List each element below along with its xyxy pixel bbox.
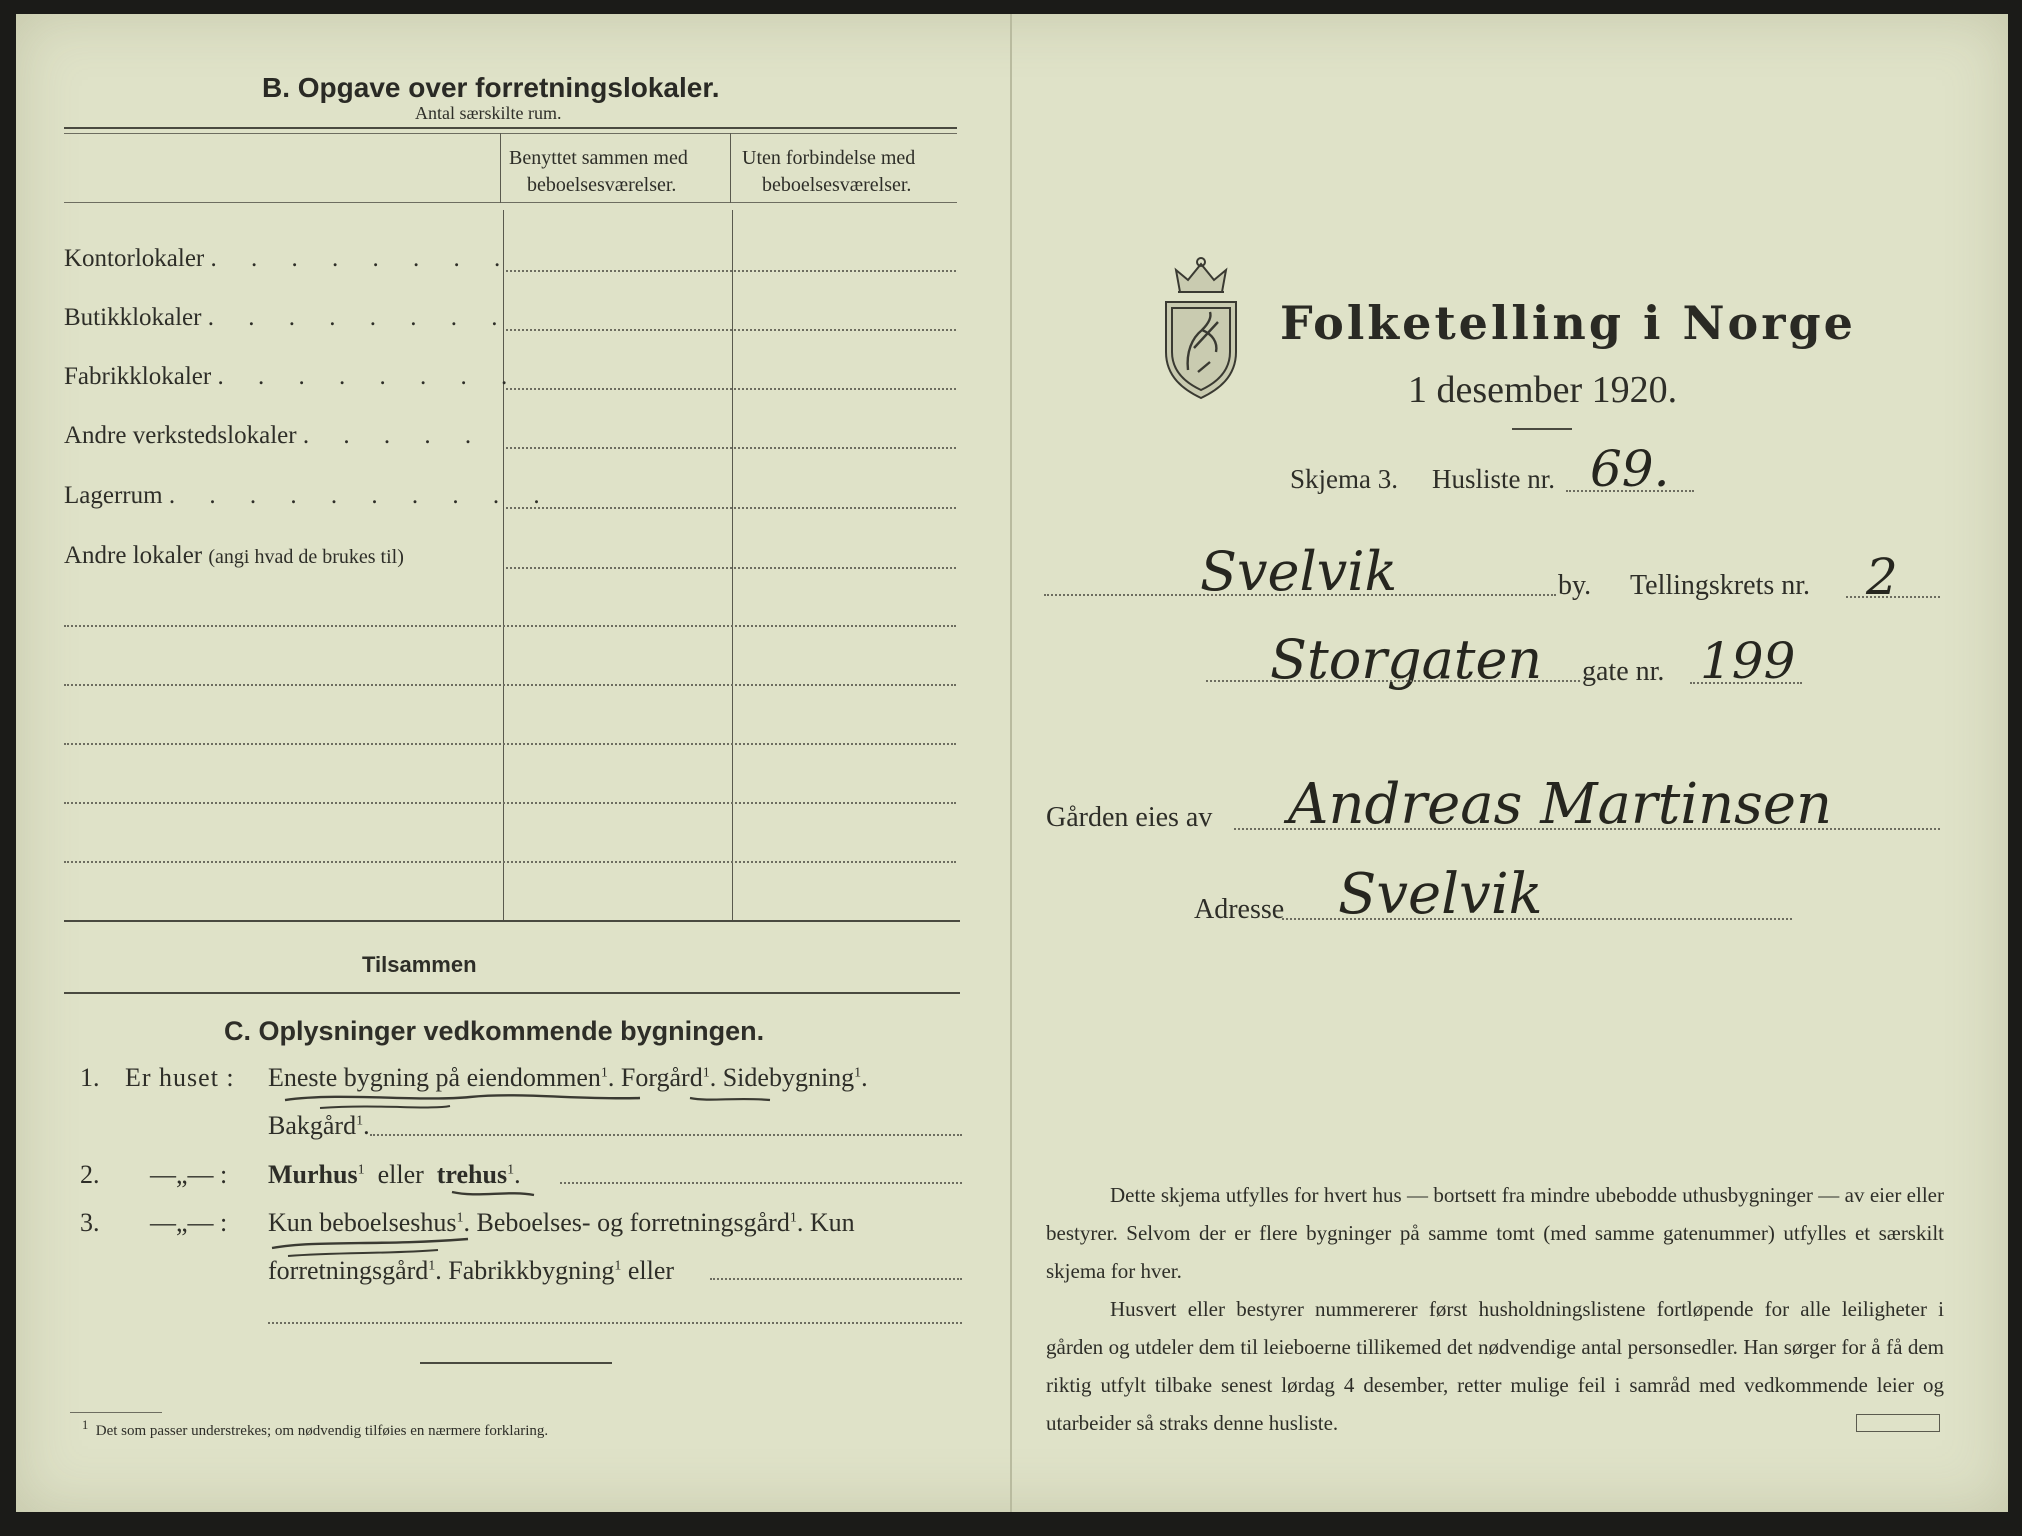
q2-handwritten-underline <box>448 1186 538 1202</box>
q3-option-kun-beboelseshus[interactable]: Kun beboelseshus <box>268 1208 457 1237</box>
col-divider-2 <box>732 210 733 920</box>
city-line <box>1044 594 1556 596</box>
krets-label: Tellingskrets nr. <box>1630 570 1811 601</box>
q2-number: 2. <box>80 1160 100 1189</box>
q2-option-murhus[interactable]: Murhus <box>268 1160 358 1189</box>
answer-line-extra-4 <box>64 802 956 804</box>
q1-options: Eneste bygning på eiendommen$^1$. Forgård$^1$. Sidebygning$^1$. <box>268 1063 868 1092</box>
q1-option-bakgard[interactable]: Bakgård$^1$. <box>268 1111 370 1140</box>
census-title: Folketelling i Norge <box>1280 296 1856 350</box>
gate-line <box>1690 682 1802 684</box>
page-fold <box>1010 14 1012 1512</box>
q2-answer-line <box>560 1182 962 1184</box>
row-andre-verkstedslokaler: Andre verkstedslokaler . . . . . <box>64 422 486 449</box>
q3-options-line1: Kun beboelseshus$^1$. Beboelses- og forretningsgård$^1$. Kun <box>268 1208 855 1237</box>
husliste-value[interactable]: 69. <box>1590 440 1670 498</box>
q2-prefix: —„— : <box>150 1160 228 1189</box>
total-label: Tilsammen <box>362 952 477 977</box>
owner-label: Gården eies av <box>1046 802 1213 833</box>
q2-options: Murhus$^1$ eller trehus$^1$. <box>268 1160 521 1189</box>
row-fabrikklokaler: Fabrikklokaler . . . . . . . . <box>64 363 522 390</box>
col2-header-line1: Uten forbindelse med <box>742 147 916 169</box>
printer-stamp <box>1856 1414 1940 1432</box>
gate-label: gate nr. <box>1582 656 1665 687</box>
city-suffix: by. <box>1558 570 1592 601</box>
instructions-paragraph-1: Dette skjema utfylles for hvert hus — bortsett fra mindre ubebodde uthusbygninger — av eier eller bestyrer. Selvom der er flere bygninger på samme tomt (med samme gatenummer) utfylles et særskilt skjema for hver. <box>1046 1183 1944 1283</box>
answer-line-butikk <box>506 329 956 331</box>
street-value[interactable]: Storgaten <box>1270 628 1543 691</box>
answer-line-extra-3 <box>64 743 956 745</box>
q3-options-line2: forretningsgård$^1$. Fabrikkbygning$^1$ eller <box>268 1256 675 1285</box>
q3-prefix: —„— : <box>150 1208 228 1237</box>
q3-option-fabrikkbygning[interactable]: Fabrikkbygning <box>448 1256 615 1285</box>
section-b-title: B. Opgave over forretningslokaler. <box>262 72 720 103</box>
husliste-line <box>1566 490 1694 492</box>
gate-value[interactable]: 199 <box>1700 632 1796 690</box>
footnote: $^1$ Det som passer understrekes; om nødvendig tilføies en nærmere forklaring. <box>82 1418 549 1439</box>
col1-header-line2: beboelsesværelser. <box>527 174 677 196</box>
instructions-paragraph-2: Husvert eller bestyrer nummererer først husholdningslistene fortløpende for alle leiligheter i gården og utdeler dem til leieboerne tillikemed det nødvendige antal personsedler. Han sørger for å få dem riktig utfylt tilbake senest lørdag 4 desember, retter mulige feil i samråd med vedkommende leier og utarbeider så straks denne husliste. <box>1046 1297 1944 1435</box>
answer-line-verksted <box>506 447 956 449</box>
owner-value[interactable]: Andreas Martinsen <box>1288 772 1833 837</box>
q1-answer-line <box>370 1134 962 1136</box>
section-c-title: C. Oplysninger vedkommende bygningen. <box>224 1016 765 1046</box>
address-label: Adresse <box>1194 894 1285 925</box>
answer-line-fabrikk <box>506 388 956 390</box>
norwegian-coat-of-arms-icon <box>1158 252 1244 402</box>
answer-line-lager <box>506 507 956 509</box>
city-value[interactable]: Svelvik <box>1200 540 1398 603</box>
q1-option-sidebygning[interactable]: Sidebygning <box>722 1063 855 1092</box>
answer-line-extra-5 <box>64 861 956 863</box>
total-rule <box>64 920 960 922</box>
street-line <box>1206 680 1580 682</box>
q3-number: 3. <box>80 1208 100 1237</box>
section-end-rule <box>420 1362 612 1364</box>
krets-line <box>1846 596 1940 598</box>
answer-line-andre <box>506 567 956 569</box>
col1-header-line1: Benyttet sammen med <box>509 147 688 169</box>
q3-answer-line-2 <box>268 1322 962 1324</box>
table-bottom-rule <box>64 992 960 994</box>
table-top-rule-thin <box>64 133 957 134</box>
krets-value[interactable]: 2 <box>1866 548 1898 606</box>
answer-line-extra-1 <box>64 625 956 627</box>
answer-line-extra-2 <box>64 684 956 686</box>
col-divider-2-header <box>730 133 731 203</box>
row-butikklokaler: Butikklokaler . . . . . . . . <box>64 304 512 331</box>
row-kontorlokaler: Kontorlokaler . . . . . . . . <box>64 245 515 272</box>
address-line <box>1282 918 1792 920</box>
q3-answer-line-1 <box>710 1278 962 1280</box>
row-lagerrum: Lagerrum . . . . . . . . . . <box>64 482 554 509</box>
q2-option-trehus[interactable]: trehus <box>436 1160 508 1189</box>
footnote-rule <box>70 1412 162 1413</box>
table-header-rule <box>64 202 957 203</box>
col-divider-1-header <box>500 133 501 203</box>
q3-option-beboelses-og-forretningsgard[interactable]: Beboelses- og forretningsgård <box>476 1208 790 1237</box>
census-date: 1 desember 1920. <box>1408 369 1678 411</box>
q1-option-eneste-bygning[interactable]: Eneste bygning på eiendommen <box>268 1063 601 1092</box>
owner-line <box>1234 828 1940 830</box>
q1-prefix: Er huset : <box>125 1063 235 1092</box>
q1-number: 1. <box>80 1063 100 1092</box>
title-rule <box>1512 428 1572 430</box>
col2-header-line2: beboelsesværelser. <box>762 174 912 196</box>
q1-option-forgard[interactable]: Forgård <box>620 1063 703 1092</box>
section-b-subtitle: Antal særskilte rum. <box>415 103 562 123</box>
row-andre-lokaler: Andre lokaler (angi hvad de brukes til) <box>64 542 404 569</box>
answer-line-kontor <box>506 270 956 272</box>
table-top-rule <box>64 127 957 129</box>
husliste-label: Husliste nr. <box>1432 464 1556 494</box>
schema-label: Skjema 3. <box>1290 464 1398 494</box>
address-value[interactable]: Svelvik <box>1338 862 1543 927</box>
q3-option-forretningsgard[interactable]: forretningsgård <box>268 1256 429 1285</box>
